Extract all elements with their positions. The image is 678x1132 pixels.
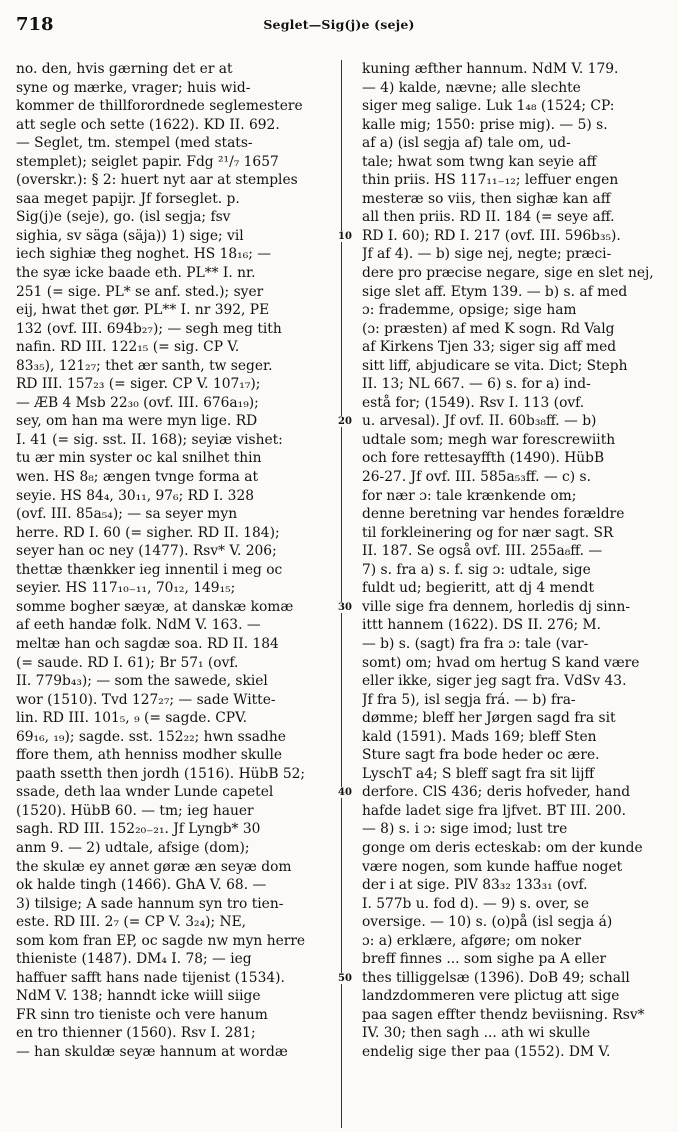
text-line: landzdommeren vere plictug att sige [362, 988, 620, 1005]
text-line: och fore rettesayffth (1490). HübB [362, 450, 605, 467]
text-line: udtale som; megh war forescrewiith [362, 431, 616, 448]
text-line: kommer de thillforordnede seglemestere [16, 98, 303, 115]
text-line: saa meget papijr. Jf forseglet. p. [16, 190, 240, 207]
text-line: ɔ: a) erklære, afgøre; om noker [362, 932, 582, 949]
text-line: — Seglet, tm. stempel (med stats- [16, 135, 253, 152]
text-line: wor (1510). Tvd 127₂₇; — sade Witte- [16, 691, 276, 708]
text-line: sighia, sv säga (säja)) 1) sige; vil [16, 227, 244, 244]
text-line: ssade, deth laa wnder Lunde capetel [16, 784, 274, 801]
text-line: (= saude. RD I. 61); Br 57₁ (ovf. [16, 654, 239, 671]
text-line: the skulæ ey annet gøræ æn seyæ dom [16, 858, 292, 875]
text-line: (ɔ: præsten) af med K sogn. Rd Valg [362, 320, 615, 337]
text-line: 7) s. fra a) s. f. sig ɔ: udtale, sige [362, 561, 591, 578]
text-line: FR sinn tro tieniste och vere hanum [16, 1006, 268, 1023]
text-line: for nær ɔ: tale krænkende om; [362, 487, 577, 504]
text-line: haffuer safft hans nade tijenist (1534). [16, 969, 285, 986]
text-line: lin. RD III. 101₅, ₉ (= sagde. CPV. [16, 710, 248, 727]
text-line: ittt hannem (1622). DS II. 276; M. [362, 617, 602, 634]
text-line: wen. HS 8₈; ængen tvnge forma at [16, 469, 259, 486]
text-line: eller ikke, siger jeg sagt fra. VdSv 43. [362, 673, 627, 690]
text-line: all then priis. RD II. 184 (= seye aff. [362, 209, 615, 226]
text-line: dere pro præcise negare, sige en slet nej, [362, 265, 654, 282]
text-line: hafde ladet sige fra ljfvet. BT III. 200. [362, 802, 626, 819]
text-line: af Kirkens Tjen 33; siger sig aff med [362, 339, 617, 356]
text-line: af eeth handæ folk. NdM V. 163. — [16, 617, 261, 634]
text-line: II. 13; NL 667. — 6) s. for a) ind- [362, 376, 591, 393]
text-line: til forkleinering og for nær sagt. SR [362, 524, 614, 541]
text-line: somme bogher sæyæ, at danskæ komæ [16, 598, 294, 615]
text-line: seyer han oc ney (1477). Rsv* V. 206; [16, 543, 277, 560]
text-line: derfore. ClS 436; deris hofveder, hand [362, 784, 631, 801]
text-line: siger meg salige. Luk 1₄₈ (1524; CP: [362, 98, 615, 115]
page-number: 718 [16, 14, 54, 35]
left-column [16, 60, 334, 1062]
text-line: 3) tilsige; A sade hannum syn tro tien- [16, 895, 284, 912]
text-line: en tro thienner (1560). Rsv I. 281; [16, 1025, 256, 1042]
text-line: paath ssetth then jordh (1516). HübB 52; [16, 765, 306, 782]
line-number-marker: 50 [338, 972, 352, 984]
text-line: sitt liff, abjudicare se vita. Dict; Steph [362, 357, 628, 374]
text-line: — 4) kalde, nævne; alle slechte [362, 79, 581, 96]
text-line: IV. 30; then sagh ... ath wi skulle [362, 1025, 591, 1042]
text-line: NdM V. 138; hanndt icke wiill siige [16, 988, 261, 1005]
text-line: breff finnes ... som sighe pa A eller [362, 951, 607, 968]
text-line: tu ær min syster oc kal snilhet thin [16, 450, 262, 467]
text-line: RD I. 60); RD I. 217 (ovf. III. 596b₃₅). [362, 227, 621, 244]
text-line: kuning æfther hannum. NdM V. 179. [362, 61, 619, 77]
text-line: oversige. — 10) s. (o)på (isl segja á) [362, 914, 613, 931]
text-line: anm 9. — 2) udtale, afsige (dom); [16, 839, 250, 856]
text-line: no. den, hvis gærning det er at [16, 61, 233, 77]
text-line: thieniste (1487). DM₄ I. 78; — ieg [16, 951, 252, 968]
text-line: thettæ thænkker ieg innentil i meg oc [16, 561, 283, 578]
text-line: att segle och sette (1622). KD II. 692. [16, 116, 280, 133]
text-line: thin priis. HS 117₁₁₋₁₂; leffuer engen [362, 172, 619, 189]
line-number-marker: 20 [338, 416, 352, 428]
text-line: — han skuldæ seyæ hannum at wordæ [16, 1043, 288, 1060]
text-line: 83₃₅), 121₂₇; thet ær santh, tw seger. [16, 357, 273, 374]
text-line: (ovf. III. 85a₅₄); — sa seyer myn [16, 506, 238, 523]
text-line: thes tilliggelsæ (1396). DoB 49; schall [362, 969, 630, 986]
text-line: 69₁₆, ₁₉); sagde. sst. 152₂₂; hwn ssadhe [16, 728, 286, 745]
text-line: 132 (ovf. III. 694b₂₇); — segh meg tith [16, 320, 282, 337]
text-line: (1520). HübB 60. — tm; ieg hauer [16, 802, 254, 819]
text-line: (overskr.): § 2: huert nyt aar at stemples [16, 172, 298, 189]
text-line: der i at sige. PlV 83₃₂ 133₃₁ (ovf. [362, 877, 588, 894]
text-line: Jf fra 5), isl segja frá. — b) fra- [362, 691, 576, 708]
text-line: II. 779b₄₃); — som the sawede, skiel [16, 673, 268, 690]
text-line: nafin. RD III. 122₁₅ (= sig. CP V. [16, 339, 240, 356]
right-column [362, 60, 668, 1062]
text-line: u. arvesal). Jf ovf. II. 60b₃₈ff. — b) [362, 413, 597, 430]
text-line: seyier. HS 117₁₀₋₁₁, 70₁₂, 149₁₅; [16, 580, 236, 597]
text-line: Jf af 4). — b) sige nej, negte; præci- [362, 246, 612, 263]
line-number-marker: 40 [338, 787, 352, 799]
text-line: fuldt ud; begieritt, att dj 4 mendt [362, 580, 595, 597]
text-line: — b) s. (sagt) fra fra ɔ: tale (var- [362, 635, 589, 652]
text-line: LyschT a4; S bleff sagt fra sit lijff [362, 765, 595, 782]
text-line: syne og mærke, vrager; huis wid- [16, 79, 251, 96]
text-line: mesteræ so viis, then sighæ kan aff [362, 190, 611, 207]
text-line: I. 577b u. fod d). — 9) s. over, se [362, 895, 589, 912]
text-line: 26-27. Jf ovf. III. 585a₅₃ff. — c) s. [362, 469, 592, 486]
text-line: seyie. HS 84₄, 30₁₁, 97₆; RD I. 328 [16, 487, 255, 504]
text-line: kalle mig; 1550: prise mig). — 5) s. [362, 116, 608, 133]
text-line: RD III. 157₂₃ (= siger. CP V. 107₁₇); [16, 376, 261, 393]
text-line: iech sighiæ theg noghet. HS 18₁₆; — [16, 246, 272, 263]
text-line: af a) (isl segja af) tale om, ud- [362, 135, 571, 152]
text-line: ok halde tingh (1466). GhA V. 68. — [16, 877, 267, 894]
line-number-marker: 30 [338, 601, 352, 613]
text-line: ffore them, ath henniss modher skulle [16, 747, 283, 764]
text-line: som kom fran EP, oc sagde nw myn herre [16, 932, 306, 949]
text-line: denne beretning var hendes forældre [362, 506, 625, 523]
column-divider [341, 60, 342, 1128]
text-line: Sig(j)e (seje), go. (isl segja; fsv [16, 209, 231, 226]
text-line: dømme; bleff her Jørgen sagd fra sit [362, 710, 616, 727]
text-line: endelig sige ther paa (1552). DM V. [362, 1043, 611, 1060]
text-line: este. RD III. 2₇ (= CP V. 3₂₄); NE, [16, 914, 247, 931]
text-line: 251 (= sige. PL* se anf. sted.); syer [16, 283, 264, 300]
text-line: paa sagen effter thendz beviisning. Rsv* [362, 1006, 645, 1023]
text-line: the syæ icke baade eth. PL** I. nr. [16, 265, 256, 282]
line-number-marker: 10 [338, 230, 352, 242]
text-line: ville sige fra dennem, horledis dj sinn- [362, 598, 631, 615]
text-line: sige slet aff. Etym 139. — b) s. af med [362, 283, 628, 300]
text-line: kald (1591). Mads 169; bleff Sten [362, 728, 597, 745]
text-line: estå for; (1549). Rsv I. 113 (ovf. [362, 394, 585, 411]
page-header [16, 14, 662, 36]
text-line: — 8) s. i ɔ: sige imod; lust tre [362, 821, 568, 838]
text-line: Sture sagt fra bode heder oc ære. [362, 747, 600, 764]
text-line: I. 41 (= sig. sst. II. 168); seyiæ vishet: [16, 431, 283, 448]
text-line: være nogen, som kunde haffue noget [362, 858, 623, 875]
text-line: stemplet); seiglet papir. Fdg ²¹/₇ 1657 [16, 153, 279, 170]
text-line: herre. RD I. 60 (= sigher. RD II. 184); [16, 524, 280, 541]
text-line: somt) om; hvad om hertug S kand være [362, 654, 640, 671]
text-line: sagh. RD III. 152₂₀₋₂₁. Jf Lyngb* 30 [16, 821, 261, 838]
text-line: eij, hwat thet gør. PL** I. nr 392, PE [16, 302, 270, 319]
text-line: gonge om deris ecteskab: om der kunde [362, 839, 643, 856]
running-head: Seglet—Sig(j)e (seje) [263, 17, 415, 32]
text-line: tale; hwat som twng kan seyie aff [362, 153, 597, 170]
text-line: ɔ: frademme, opsige; sige ham [362, 302, 577, 319]
text-line: sey, om han ma were myn lige. RD [16, 413, 258, 430]
text-line: — ÆB 4 Msb 22₃₀ (ovf. III. 676a₁₉); [16, 394, 259, 411]
text-line: II. 187. Se også ovf. III. 255a₈ff. — [362, 543, 603, 560]
text-line: meltæ han och sagdæ soa. RD II. 184 [16, 635, 279, 652]
